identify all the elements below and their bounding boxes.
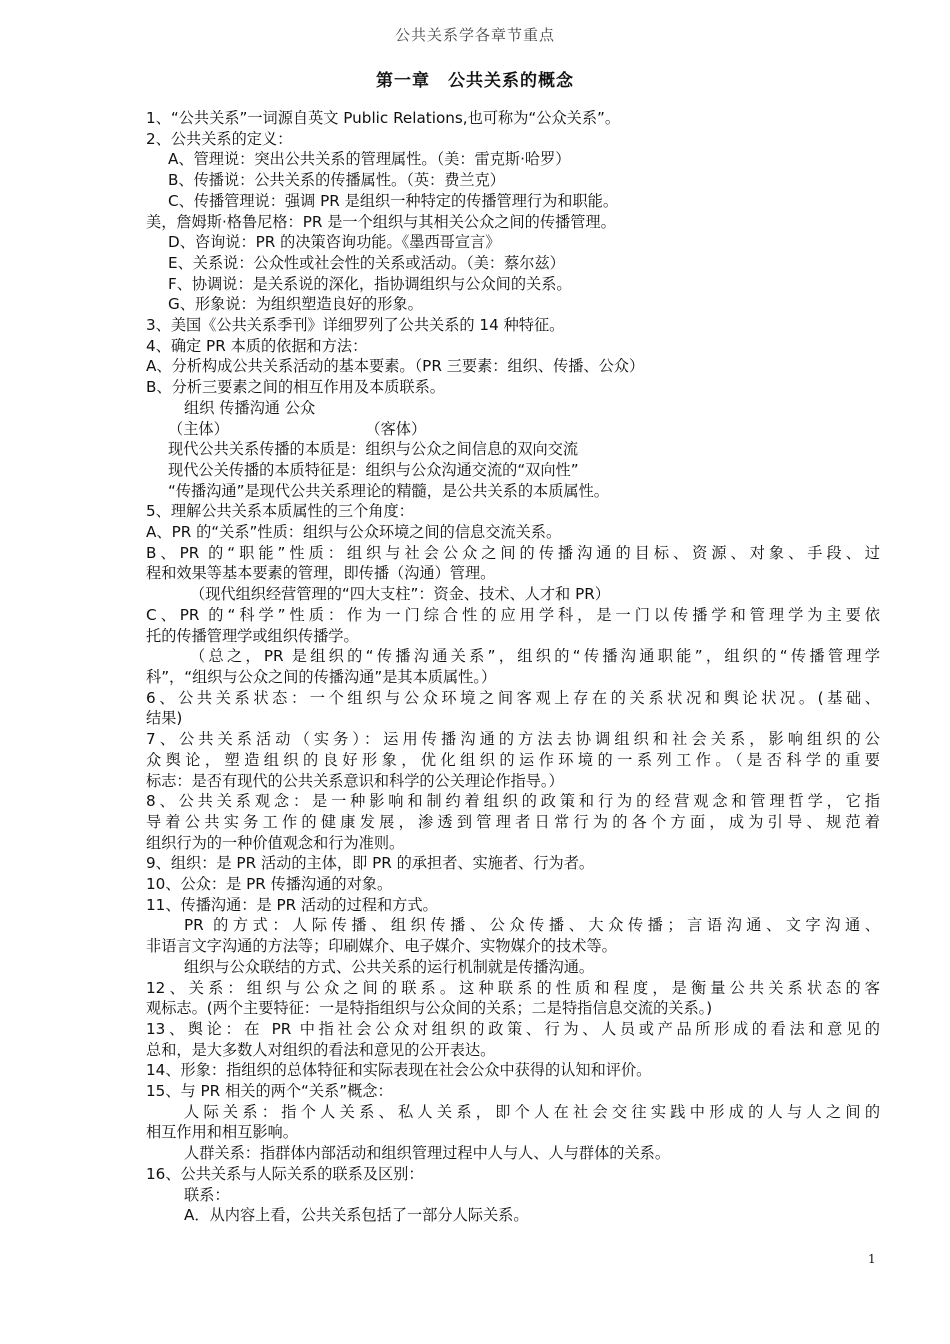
text-line: 现代公共关系传播的本质是：组织与公众之间信息的双向交流 xyxy=(168,440,579,459)
text-line: 16、公共关系与人际关系的联系及区别： xyxy=(146,1164,424,1183)
text-line: 标志：是否有现代的公共关系意识和科学的公关理论作指导。） xyxy=(146,771,564,790)
text-line: 程和效果等基本要素的管理，即传播（沟通）管理。 xyxy=(146,564,496,583)
running-header: 公共关系学各章节重点 xyxy=(394,26,555,44)
text-line: B、分析三要素之间的相互作用及本质联系。 xyxy=(146,378,445,397)
text-line: “传播沟通”是现代公共关系理论的精髓，是公共关系的本质属性。 xyxy=(168,481,609,500)
text-line: 托的传播管理学或组织传播学。 xyxy=(146,626,359,645)
text-line: 组织与公众联结的方式、公共关系的运行机制就是传播沟通。 xyxy=(184,957,595,976)
text-line: A、管理说：突出公共关系的管理属性。（美：雷克斯·哈罗） xyxy=(168,150,571,169)
text-line: （总之，PR 是组织的“传播沟通关系”，组织的“传播沟通职能”，组织的“传播管理学 xyxy=(190,647,880,666)
text-line: 相互作用和相互影响。 xyxy=(146,1123,298,1142)
text-line: D、咨询说：PR 的决策咨询功能。《墨西哥宣言》 xyxy=(168,233,501,252)
text-line: 1、“公共关系”一词源自英文 Public Relations,也可称为“公众关系”。 xyxy=(146,109,621,127)
text-line: 3、美国《公共关系季刊》详细罗列了公共关系的 14 种特征。 xyxy=(146,316,565,335)
text-line: 12、关系：组织与公众之间的联系。这种联系的性质和程度，是衡量公共关系状态的客 xyxy=(146,978,880,997)
text-line: 联系： xyxy=(184,1185,230,1204)
text-line: 众舆论，塑造组织的良好形象，优化组织的运作环境的一系列工作。（是否科学的重要 xyxy=(146,750,880,769)
text-line: 11、传播沟通：是 PR 活动的过程和方式。 xyxy=(146,895,438,914)
text-line: 人群关系：指群体内部活动和组织管理过程中人与人、人与群体的关系。 xyxy=(184,1144,670,1163)
text-line: C、PR 的“科学”性质：作为一门综合性的应用学科，是一门以传播学和管理学为主要依 xyxy=(146,605,880,624)
text-line: 人际关系：指个人关系、私人关系，即个人在社会交往实践中形成的人与人之间的 xyxy=(184,1102,880,1121)
text-line: A．从内容上看，公共关系包括了一部分人际关系。 xyxy=(184,1206,529,1225)
text-line: 现代公关传播的本质特征是：组织与公众沟通交流的“双向性” xyxy=(168,460,579,479)
text-line: 总和，是大多数人对组织的看法和意见的公开表达。 xyxy=(146,1040,496,1059)
text-line: 10、公众：是 PR 传播沟通的对象。 xyxy=(146,875,393,894)
text-line: 14、形象：指组织的总体特征和实际表现在社会公众中获得的认知和评价。 xyxy=(146,1061,652,1080)
document-body xyxy=(146,108,880,1226)
text-line: 7、公共关系活动（实务）：运用传播沟通的方法去协调组织和社会关系，影响组织的公 xyxy=(146,730,880,749)
text-line: B、传播说：公共关系的传播属性。（英：费兰克） xyxy=(168,171,505,190)
text-line: （现代组织经营管理的“四大支柱”：资金、技术、人才和 PR） xyxy=(190,585,610,604)
text-line: B、PR 的“职能”性质：组织与社会公众之间的传播沟通的目标、资源、对象、手段、过 xyxy=(146,543,880,562)
text-line: E、关系说：公众性或社会性的关系或活动。（美：蔡尔兹） xyxy=(168,253,565,272)
text-line: 导着公共实务工作的健康发展，渗透到管理者日常行为的各个方面，成为引导、规范着 xyxy=(146,812,880,831)
text-line: G、形象说：为组织塑造良好的形象。 xyxy=(168,295,423,314)
text-line: A、PR 的“关系”性质：组织与公众环境之间的信息交流关系。 xyxy=(146,523,562,542)
text-line: 5、理解公共关系本质属性的三个角度： xyxy=(146,502,414,521)
text-line: （主体） （客体） xyxy=(168,419,427,438)
text-line: C、传播管理说：强调 PR 是组织一种特定的传播管理行为和职能。 xyxy=(168,191,619,210)
text-line: 组织 传播沟通 公众 xyxy=(184,398,316,417)
text-line: 13、舆论：在 PR 中指社会公众对组织的政策、行为、人员或产品所形成的看法和意见的 xyxy=(146,1019,880,1038)
text-line: 组织行为的一种价值观念和行为准则。 xyxy=(146,833,405,852)
text-line: 结果) xyxy=(146,709,183,728)
text-line: 观标志。(两个主要特征：一是特指组织与公众间的关系；二是特指信息交流的关系。) xyxy=(146,999,713,1018)
chapter-title: 第一章 公共关系的概念 xyxy=(376,71,574,91)
text-line: F、协调说：是关系说的深化，指协调组织与公众间的关系。 xyxy=(168,274,572,293)
text-line: 15、与 PR 相关的两个“关系”概念： xyxy=(146,1082,393,1101)
text-line: 8、公共关系观念：是一种影响和制约着组织的政策和行为的经营观念和管理哲学，它指 xyxy=(146,792,880,811)
text-line: 4、确定 PR 本质的依据和方法： xyxy=(146,336,368,355)
text-line: A、分析构成公共关系活动的基本要素。（PR 三要素：组织、传播、公众） xyxy=(146,357,645,376)
text-line: PR 的方式：人际传播、组织传播、公众传播、大众传播；言语沟通、文字沟通、 xyxy=(184,916,880,935)
text-line: 6、公共关系状态：一个组织与公众环境之间客观上存在的关系状况和舆论状况。(基础、 xyxy=(146,688,880,707)
text-line: 2、公共关系的定义： xyxy=(146,129,293,148)
text-line: 9、组织：是 PR 活动的主体，即 PR 的承担者、实施者、行为者。 xyxy=(146,854,595,873)
text-line: 科”，“组织与公众之间的传播沟通”是其本质属性。） xyxy=(146,667,497,686)
text-line: 非语言文字沟通的方法等；印刷媒介、电子媒介、实物媒介的技术等。 xyxy=(146,937,617,956)
page-number: 1 xyxy=(868,1252,876,1266)
text-line: 美，詹姆斯·格鲁尼格：PR 是一个组织与其相关公众之间的传播管理。 xyxy=(146,212,616,231)
